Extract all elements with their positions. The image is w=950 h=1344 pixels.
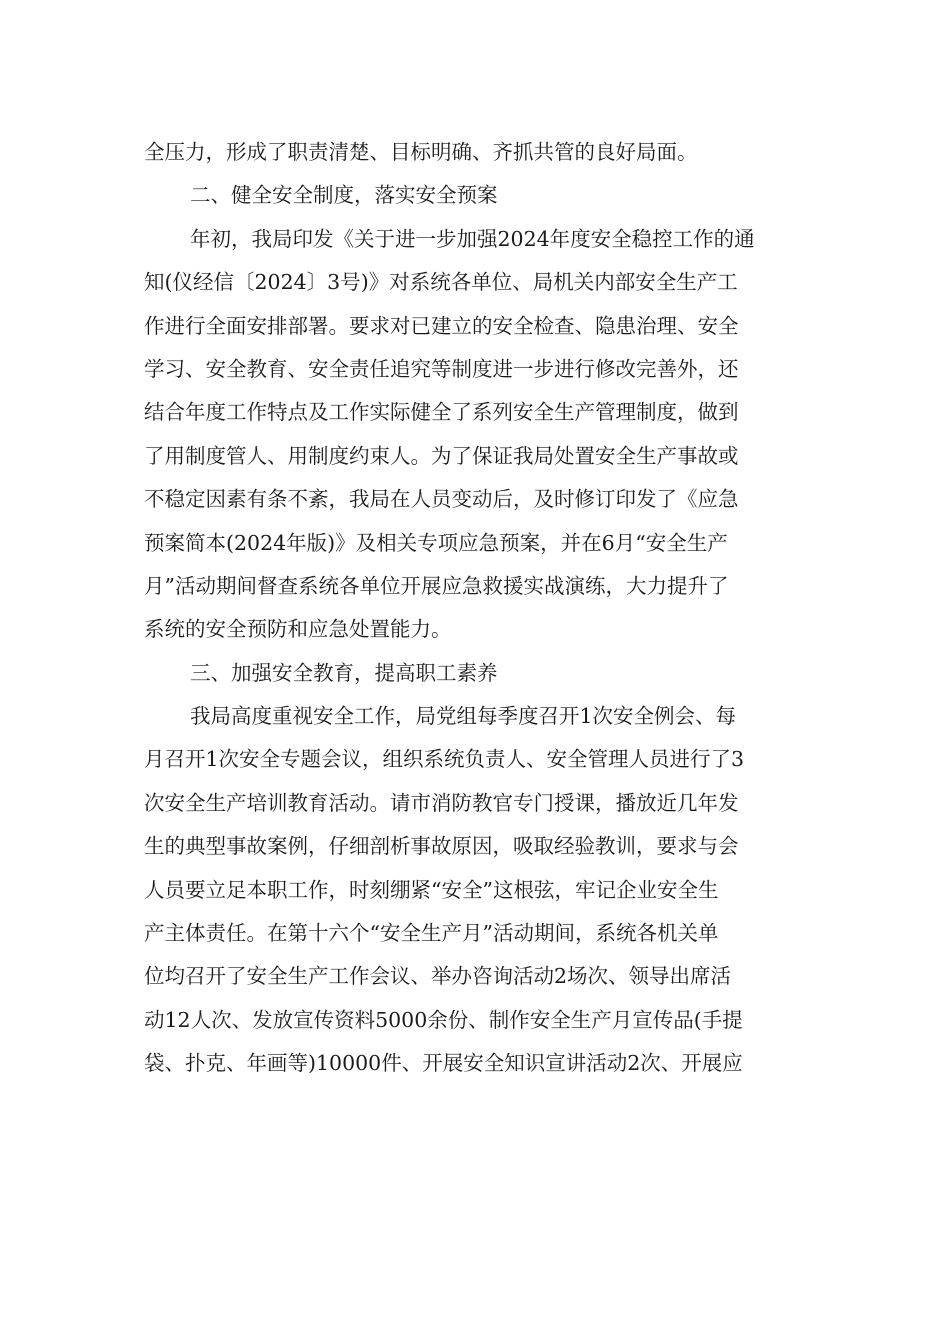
text-line: 月召开1次安全专题会议，组织系统负责人、安全管理人员进行了3 [144,747,745,772]
text-line: 学习、安全教育、安全责任追究等制度进一步进行修改完善外，还 [144,356,739,381]
document-body [144,131,808,1086]
text-line: 二、健全安全制度，落实安全预案 [190,183,498,208]
text-line: 月”活动期间督查系统各单位开展应急救援实战演练，大力提升了 [144,573,729,598]
text-line: 知(仪经信〔2024〕3号)》对系统各单位、局机关内部安全生产工 [144,270,738,295]
text-line: 次安全生产培训教育活动。请市消防教官专门授课，播放近几年发 [144,790,739,815]
text-line: 了用制度管人、用制度约束人。为了保证我局处置安全生产事故或 [144,443,739,468]
text-line: 我局高度重视安全工作，局党组每季度召开1次安全例会、每 [190,704,737,729]
text-line: 三、加强安全教育，提高职工素养 [190,660,498,685]
text-line: 产主体责任。在第十六个“安全生产月”活动期间，系统各机关单 [144,921,719,946]
text-line: 不稳定因素有条不紊，我局在人员变动后，及时修订印发了《应急 [144,487,739,512]
text-line: 生的典型事故案例，仔细剖析事故原因，吸取经验教训，要求与会 [144,834,739,859]
text-line: 人员要立足本职工作，时刻绷紧“安全”这根弦，牢记企业安全生 [144,877,719,902]
text-line: 位均召开了安全生产工作会议、举办咨询活动2场次、领导出席活 [144,964,732,989]
text-line: 作进行全面安排部署。要求对已建立的安全检查、隐患治理、安全 [144,313,739,338]
text-line: 全压力，形成了职责清楚、目标明确、齐抓共管的良好局面。 [144,140,698,164]
text-line: 结合年度工作特点及工作实际健全了系列安全生产管理制度，做到 [144,400,739,425]
text-line: 预案简本(2024年版)》及相关专项应急预案，并在6月“安全生产 [144,530,728,555]
text-line: 系统的安全预防和应急处置能力。 [144,617,452,642]
text-line: 动12人次、发放宣传资料5000余份、制作安全生产月宣传品(手提 [144,1007,743,1032]
text-line: 年初，我局印发《关于进一步加强2024年度安全稳控工作的通 [190,226,755,251]
text-line: 袋、扑克、年画等)10000件、开展安全知识宣讲活动2次、开展应 [144,1051,743,1076]
